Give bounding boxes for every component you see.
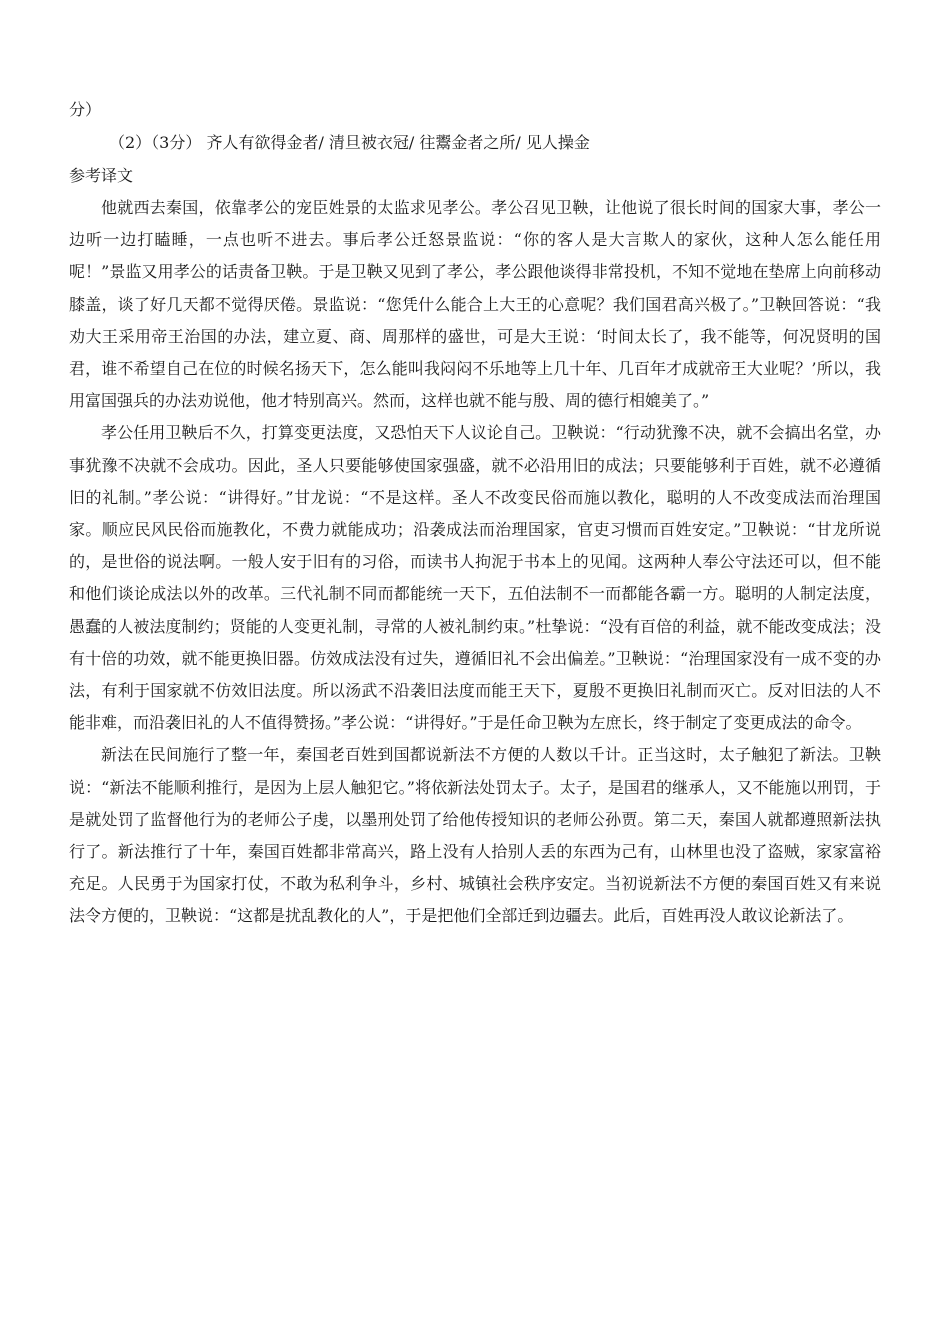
paragraph: 新法在民间施行了整一年，秦国老百姓到国都说新法不方便的人数以千计。正当这时，太子触犯了新法。卫鞅说：“新法不能顺利推行，是因为上层人触犯它。”将依新法处罚太子。太子，是国君的继承人，又不能施以刑罚，于是就处罚了监督他行为的老师公子虔，以墨刑处罚了给他传授知识的老师公孙贾。第二天，秦国人就都遵照新法执行了。新法推行了十年，秦国百姓都非常高兴，路上没有人拾别人丢的东西为己有，山林里也没了盗贼，家家富裕充足。人民勇于为国家打仗，不敢为私利争斗，乡村、城镇社会秩序安定。当初说新法不方便的秦国百姓又有来说法令方便的，卫鞅说：“这都是扰乱教化的人”，于是把他们全部迁到边疆去。此后，百姓再没人敢议论新法了。 bbox=[69, 745, 881, 926]
section-title: 参考译文 bbox=[69, 166, 134, 185]
document-page bbox=[69, 94, 881, 933]
top-fragment: 分） bbox=[69, 100, 102, 119]
answer-line: （2）（3分） 齐人有欲得金者/ 清旦被衣冠/ 往鬻金者之所/ 见人操金 bbox=[109, 133, 590, 152]
paragraph: 他就西去秦国，依靠孝公的宠臣姓景的太监求见孝公。孝公召见卫鞅，让他说了很长时间的国家大事，孝公一边听一边打瞌睡，一点也听不进去。事后孝公迁怒景监说：“你的客人是大言欺人的家伙，这种人怎么能任用呢！”景监又用孝公的话责备卫鞅。于是卫鞅又见到了孝公，孝公跟他谈得非常投机，不知不觉地在垫席上向前移动膝盖，谈了好几天都不觉得厌倦。景监说：“您凭什么能合上大王的心意呢？我们国君高兴极了。”卫鞅回答说：“我劝大王采用帝王治国的办法，建立夏、商、周那样的盛世，可是大王说：‘时间太长了，我不能等，何况贤明的国君，谁不希望自己在位的时候名扬天下，怎么能叫我闷闷不乐地等上几十年、几百年才成就帝王大业呢？’所以，我用富国强兵的办法劝说他，他才特别高兴。然而，这样也就不能与殷、周的德行相媲美了。” bbox=[69, 198, 881, 411]
paragraph: 孝公任用卫鞅后不久，打算变更法度，又恐怕天下人议论自己。卫鞅说：“行动犹豫不决，就不会搞出名堂，办事犹豫不决就不会成功。因此，圣人只要能够使国家强盛，就不必沿用旧的成法；只要能够利于百姓，就不必遵循旧的礼制。”孝公说：“讲得好。”甘龙说：“不是这样。圣人不改变民俗而施以教化，聪明的人不改变成法而治理国家。顺应民风民俗而施教化，不费力就能成功；沿袭成法而治理国家，官吏习惯而百姓安定。”卫鞅说：“甘龙所说的，是世俗的说法啊。一般人安于旧有的习俗，而读书人拘泥于书本上的见闻。这两种人奉公守法还可以，但不能和他们谈论成法以外的改革。三代礼制不同而都能统一天下，五伯法制不一而都能各霸一方。聪明的人制定法度，愚蠢的人被法度制约；贤能的人变更礼制，寻常的人被礼制约束。”杜挚说：“没有百倍的利益，就不能改变成法；没有十倍的功效，就不能更换旧器。仿效成法没有过失，遵循旧礼不会出偏差。”卫鞅说：“治理国家没有一成不变的办法，有利于国家就不仿效旧法度。所以汤武不沿袭旧法度而能王天下，夏殷不更换旧礼制而灭亡。反对旧法的人不能非难，而沿袭旧礼的人不值得赞扬。”孝公说：“讲得好。”于是任命卫鞅为左庶长，终于制定了变更成法的命令。 bbox=[69, 423, 881, 733]
